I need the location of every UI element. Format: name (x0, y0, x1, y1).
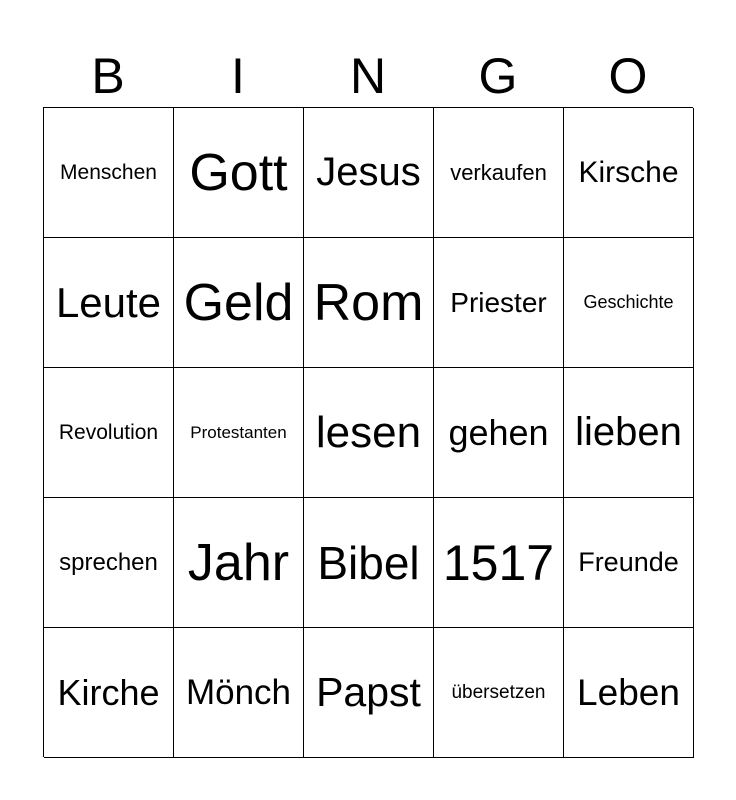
bingo-cell[interactable]: Menschen (44, 108, 174, 238)
header-letter-n: N (349, 48, 387, 104)
bingo-cell[interactable]: Mönch (174, 628, 304, 758)
bingo-header (43, 44, 693, 108)
bingo-cell[interactable]: Bibel (304, 498, 434, 628)
bingo-cell[interactable]: Leute (44, 238, 174, 368)
bingo-grid (43, 107, 693, 757)
bingo-cell[interactable]: sprechen (44, 498, 174, 628)
bingo-cell[interactable]: Kirche (44, 628, 174, 758)
header-letter-g: G (478, 48, 518, 104)
bingo-cell[interactable]: 1517 (434, 498, 564, 628)
bingo-cell[interactable]: Geld (174, 238, 304, 368)
bingo-cell[interactable]: Leben (564, 628, 694, 758)
bingo-cell[interactable]: verkaufen (434, 108, 564, 238)
bingo-cell[interactable]: Rom (304, 238, 434, 368)
bingo-cell[interactable]: Jesus (304, 108, 434, 238)
bingo-cell[interactable]: Revolution (44, 368, 174, 498)
bingo-cell[interactable]: gehen (434, 368, 564, 498)
bingo-cell[interactable]: Jahr (174, 498, 304, 628)
bingo-cell[interactable]: lesen (304, 368, 434, 498)
bingo-cell[interactable]: Protestanten (174, 368, 304, 498)
header-letter-o: O (608, 48, 648, 104)
bingo-cell[interactable]: Geschichte (564, 238, 694, 368)
bingo-cell[interactable]: Freunde (564, 498, 694, 628)
bingo-cell[interactable]: Priester (434, 238, 564, 368)
bingo-cell[interactable]: Papst (304, 628, 434, 758)
bingo-cell[interactable]: Kirsche (564, 108, 694, 238)
bingo-cell[interactable]: lieben (564, 368, 694, 498)
header-letter-b: B (91, 48, 125, 104)
bingo-cell[interactable]: übersetzen (434, 628, 564, 758)
header-letter-i: I (231, 48, 245, 104)
bingo-cell[interactable]: Gott (174, 108, 304, 238)
